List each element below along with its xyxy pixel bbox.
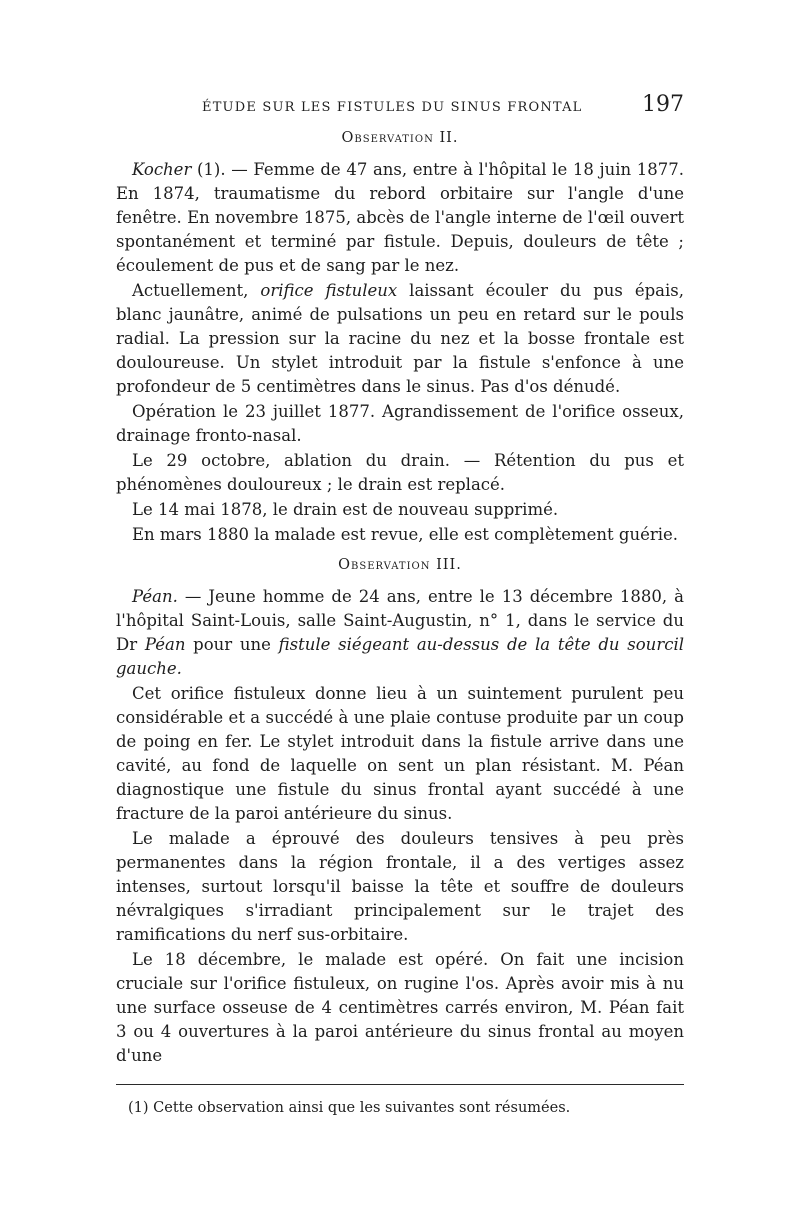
observation-3-paragraph-1 [116,585,684,681]
paragraph-text: (1). — Femme de 47 ans, entre à l'hôpital le 18 juin 1877. En 1874, traumatisme du rebord orbitaire sur l'angle d'une fenêtre. En novembre 1875, abcès de l'angle interne de l'œil ouvert spontanément et terminé par fistule. Depuis, douleurs de tête ; écoulement de pus et de sang par le nez. [116,160,684,275]
observation-2-paragraph-2 [116,279,684,399]
paragraph-text-2: pour une [185,635,279,654]
observation-3-paragraph-3: Le malade a éprouvé des douleurs tensives à peu près permanentes dans la région frontale, il a des vertiges assez intenses, surtout lorsqu'il baisse la tête et souffre de douleurs névralgiques s'irradiant principalement sur le trajet des ramifications du nerf sus-orbitaire. [116,829,684,944]
paragraph-lead: Actuellement, [132,281,261,300]
observation-2-paragraph-5: Le 14 mai 1878, le drain est de nouveau supprimé. [132,500,559,519]
italic-diagnosis: fistule siégeant au-dessus de la tête du sourcil gauche. [116,635,684,678]
observation-3-title: Observation III. [338,557,462,573]
observation-3 [116,557,684,1068]
observation-3-paragraph-2: Cet orifice fistuleux donne lieu à un suintement purulent peu considérable et a succédé à une plaie contuse produite par un coup de poing en fer. Le stylet introduit dans la fistule arrive dans une cavité, au fond de laquelle on sent un plan résistant. M. Péan diagnostique une fistule du sinus frontal ayant succédé à une fracture de la paroi antérieure du sinus. [116,684,684,823]
running-head: ÉTUDE SUR LES FISTULES DU SINUS FRONTAL [202,100,583,115]
observation-2-paragraph-1 [116,158,684,278]
book-page [116,92,684,1152]
italic-term: orifice fistuleux [260,281,398,300]
page-number: 197 [642,92,684,117]
observation-2-paragraph-3: Opération le 23 juillet 1877. Agrandissement de l'orifice osseux, drainage fronto-nasal. [116,402,684,445]
observation-2 [116,130,684,547]
footnote-rule [116,1084,684,1085]
observation-2-title: Observation II. [341,130,459,146]
observation-2-paragraph-6: En mars 1880 la malade est revue, elle est complètement guérie. [132,525,679,544]
observation-2-paragraph-4: Le 29 octobre, ablation du drain. — Rétention du pus et phénomènes douloureux ; le drain est replacé. [116,451,684,494]
footnote: (1) Cette observation ainsi que les suivantes sont résumées. [128,1100,571,1116]
paragraph-text: — Jeune homme de 24 ans, entre le 13 décembre 1880, à l'hôpital Saint-Louis, salle Saint-Augustin, n° 1, dans le service du Dr [116,587,684,654]
author-name-2: Péan [144,635,186,654]
section-gap [116,547,684,557]
paragraph-text: laissant écouler du pus épais, blanc jaunâtre, animé de pulsations un peu en retard sur le pouls radial. La pression sur la racine du nez et la bosse frontale est douloureuse. Un stylet introduit par la fistule s'enfonce à une profondeur de 5 centimètres dans le sinus. Pas d'os dénudé. [116,281,684,396]
author-name: Péan. [132,587,178,606]
page-header [116,92,684,130]
observation-3-paragraph-4: Le 18 décembre, le malade est opéré. On fait une incision cruciale sur l'orifice fistuleux, on rugine l'os. Après avoir mis à nu une surface osseuse de 4 centimètres carrés environ, M. Péan fait 3 ou 4 ouvertures à la paroi antérieure du sinus frontal au moyen d'une [116,950,684,1065]
author-name: Kocher [132,160,192,179]
